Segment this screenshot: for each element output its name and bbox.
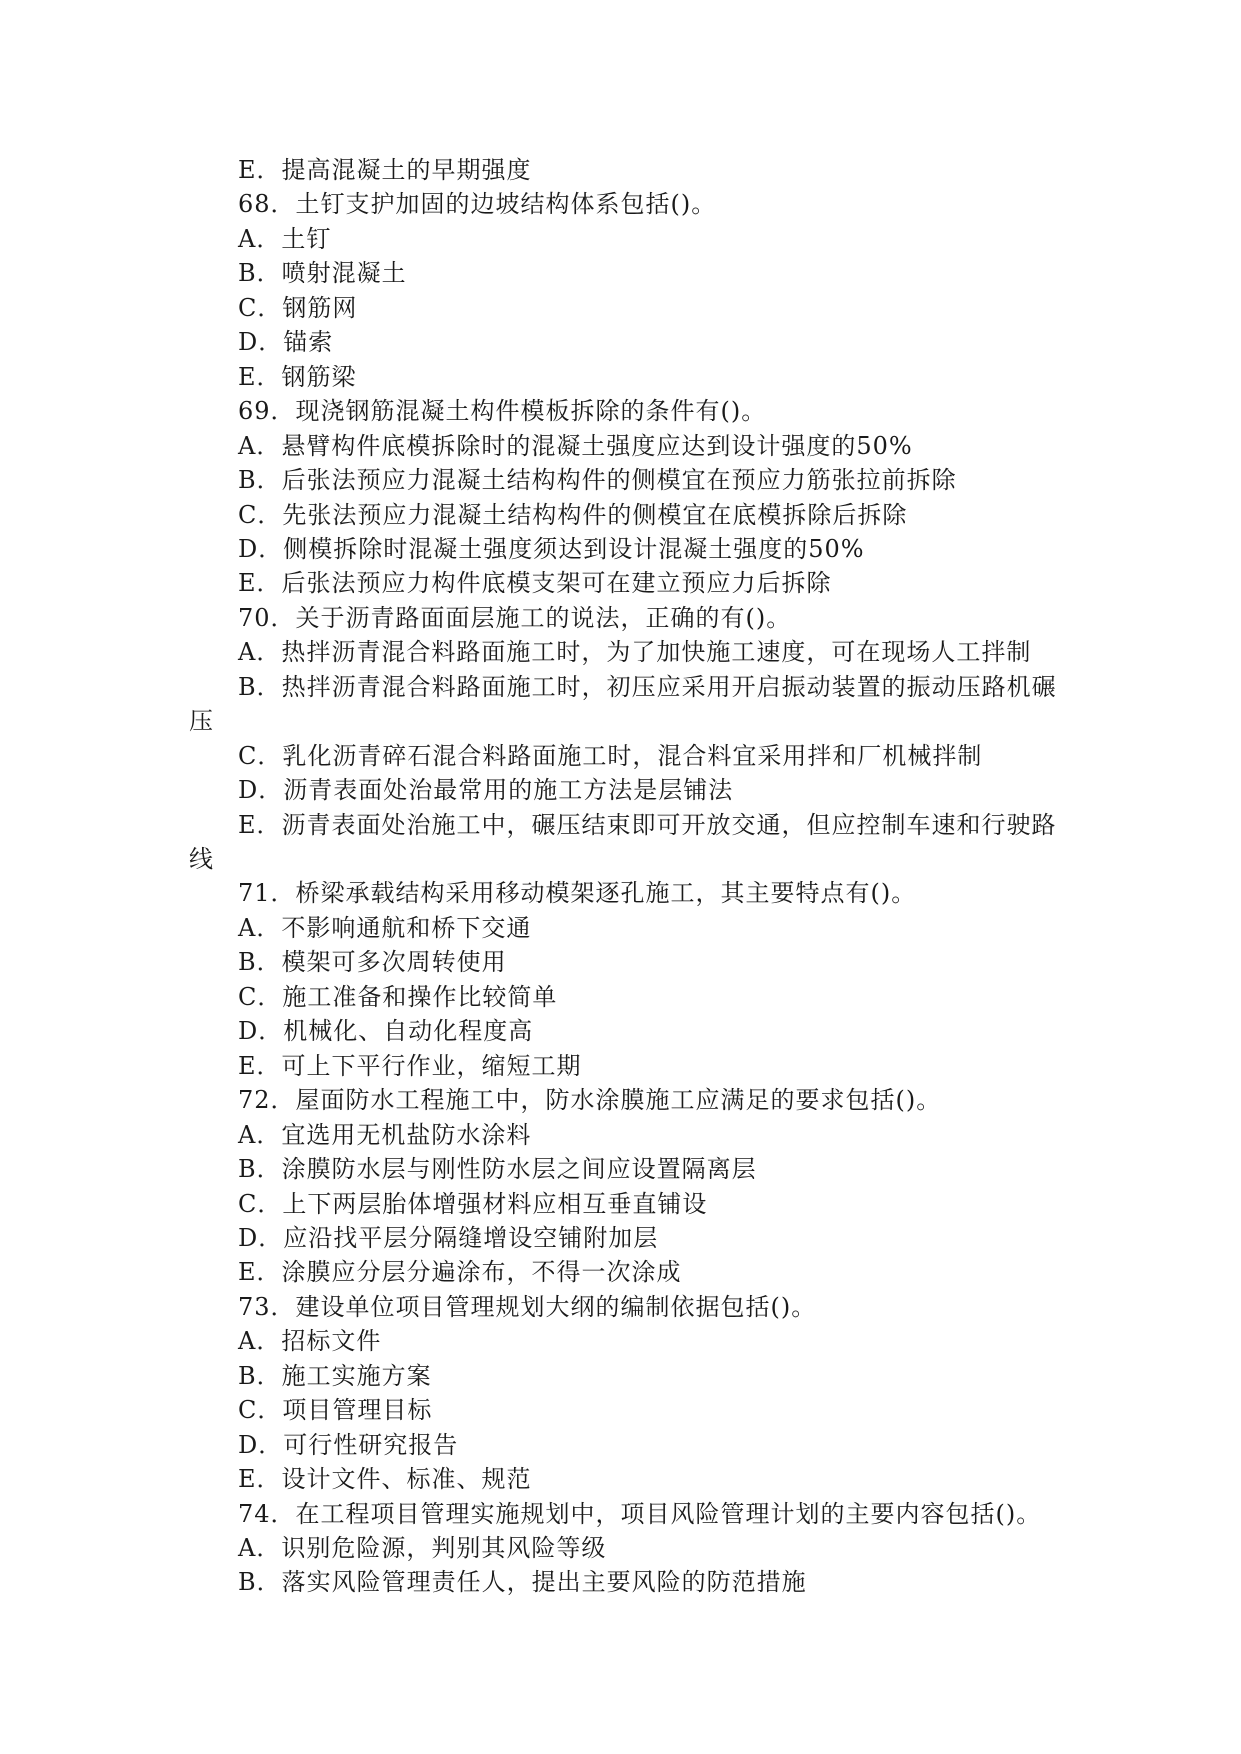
- answer-option: A．识别危险源，判别其风险等级: [238, 1534, 607, 1562]
- answer-option: E．提高混凝土的早期强度: [238, 156, 532, 184]
- answer-option: A．不影响通航和桥下交通: [238, 914, 532, 942]
- answer-option: B．落实风险管理责任人，提出主要风险的防范措施: [238, 1568, 807, 1596]
- answer-option: C．钢筋网: [238, 294, 358, 322]
- question-stem: 74．在工程项目管理实施规划中，项目风险管理计划的主要内容包括()。: [238, 1500, 1042, 1528]
- answer-option: E．涂膜应分层分遍涂布，不得一次涂成: [238, 1258, 682, 1286]
- answer-option: D．沥青表面处治最常用的施工方法是层铺法: [238, 776, 734, 804]
- question-stem: 72．屋面防水工程施工中，防水涂膜施工应满足的要求包括()。: [238, 1086, 942, 1114]
- question-stem: 71．桥梁承载结构采用移动模架逐孔施工，其主要特点有()。: [238, 879, 917, 907]
- answer-option: B．模架可多次周转使用: [238, 948, 507, 976]
- answer-option: B．施工实施方案: [238, 1362, 432, 1390]
- answer-option: B．后张法预应力混凝土结构构件的侧模宜在预应力筋张拉前拆除: [238, 466, 957, 494]
- answer-option: D．侧模拆除时混凝土强度须达到设计混凝土强度的50%: [238, 535, 865, 563]
- answer-option: D．可行性研究报告: [238, 1431, 459, 1459]
- question-stem: 69．现浇钢筋混凝土构件模板拆除的条件有()。: [238, 397, 767, 425]
- answer-option: C．施工准备和操作比较简单: [238, 983, 558, 1011]
- answer-option: B．热拌沥青混合料路面施工时，初压应采用开启振动装置的振动压路机碾: [238, 673, 1057, 701]
- question-stem: 68．土钉支护加固的边坡结构体系包括()。: [238, 190, 717, 218]
- option-continuation: 线: [189, 845, 214, 873]
- answer-option: A．宜选用无机盐防水涂料: [238, 1121, 532, 1149]
- answer-option: E．设计文件、标准、规范: [238, 1465, 532, 1493]
- answer-option: E．沥青表面处治施工中，碾压结束即可开放交通，但应控制车速和行驶路: [238, 811, 1057, 839]
- answer-option: C．先张法预应力混凝土结构构件的侧模宜在底模拆除后拆除: [238, 501, 908, 529]
- answer-option: C．上下两层胎体增强材料应相互垂直铺设: [238, 1190, 708, 1218]
- answer-option: B．喷射混凝土: [238, 259, 407, 287]
- answer-option: A．招标文件: [238, 1327, 382, 1355]
- answer-option: D．机械化、自动化程度高: [238, 1017, 534, 1045]
- answer-option: B．涂膜防水层与刚性防水层之间应设置隔离层: [238, 1155, 757, 1183]
- answer-option: A．热拌沥青混合料路面施工时，为了加快施工速度，可在现场人工拌制: [238, 638, 1032, 666]
- question-stem: 73．建设单位项目管理规划大纲的编制依据包括()。: [238, 1293, 817, 1321]
- answer-option: C．项目管理目标: [238, 1396, 433, 1424]
- answer-option: E．钢筋梁: [238, 363, 357, 391]
- answer-option: D．锚索: [238, 328, 334, 356]
- option-continuation: 压: [189, 707, 214, 735]
- answer-option: D．应沿找平层分隔缝增设空铺附加层: [238, 1224, 659, 1252]
- answer-option: C．乳化沥青碎石混合料路面施工时，混合料宜采用拌和厂机械拌制: [238, 742, 983, 770]
- answer-option: E．后张法预应力构件底模支架可在建立预应力后拆除: [238, 569, 832, 597]
- answer-option: A．土钉: [238, 225, 332, 253]
- question-stem: 70．关于沥青路面面层施工的说法，正确的有()。: [238, 604, 792, 632]
- answer-option: A．悬臂构件底模拆除时的混凝土强度应达到设计强度的50%: [238, 432, 913, 460]
- answer-option: E．可上下平行作业，缩短工期: [238, 1052, 582, 1080]
